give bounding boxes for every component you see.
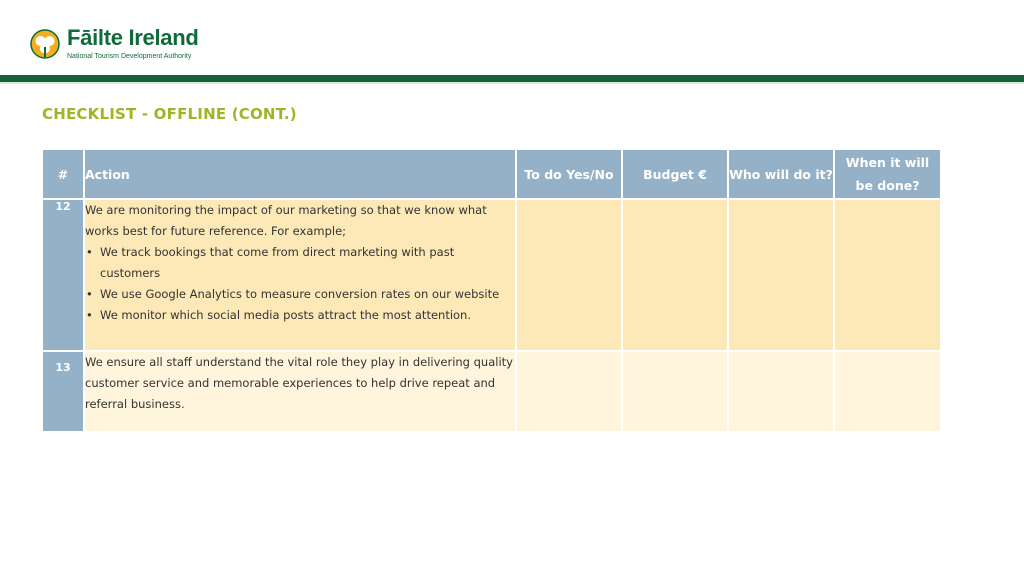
shamrock-icon bbox=[30, 29, 60, 59]
row-number: 13 bbox=[42, 351, 84, 432]
when-cell[interactable] bbox=[834, 199, 941, 351]
bullet-item: • We monitor which social media posts attract the most attention. bbox=[85, 305, 515, 326]
table-header-row bbox=[42, 149, 941, 199]
budget-cell[interactable] bbox=[622, 199, 728, 351]
logo-subtitle: National Tourism Development Authority bbox=[67, 53, 192, 60]
header-divider bbox=[0, 75, 1024, 82]
who-cell[interactable] bbox=[728, 199, 834, 351]
logo-title: Fāilte Ireland bbox=[67, 25, 199, 50]
action-bullets bbox=[85, 242, 515, 326]
header-who: Who will do it? bbox=[728, 149, 834, 199]
header-todo: To do Yes/No bbox=[516, 149, 622, 199]
row-number: 12 bbox=[42, 199, 84, 351]
header-action: Action bbox=[84, 149, 516, 199]
action-text: We are monitoring the impact of our marketing so that we know what works best for future reference. For example; bbox=[85, 203, 487, 238]
table-row bbox=[42, 199, 941, 351]
todo-cell[interactable] bbox=[516, 351, 622, 432]
action-text: We ensure all staff understand the vital role they play in delivering quality customer service and memorable experiences to help drive repeat and referral business. bbox=[85, 355, 513, 411]
header-divider-shadow bbox=[0, 82, 1024, 84]
header-budget: Budget € bbox=[622, 149, 728, 199]
bullet-item: • We use Google Analytics to measure conversion rates on our website bbox=[85, 284, 515, 305]
action-cell bbox=[84, 199, 516, 351]
checklist-table bbox=[41, 148, 942, 433]
page-title: CHECKLIST - OFFLINE (CONT.) bbox=[42, 105, 297, 123]
who-cell[interactable] bbox=[728, 351, 834, 432]
budget-cell[interactable] bbox=[622, 351, 728, 432]
header bbox=[0, 0, 1024, 76]
bullet-item: • We track bookings that come from direct marketing with past customers bbox=[85, 242, 515, 284]
todo-cell[interactable] bbox=[516, 199, 622, 351]
action-cell bbox=[84, 351, 516, 432]
header-when: When it will be done? bbox=[834, 149, 941, 199]
when-cell[interactable] bbox=[834, 351, 941, 432]
table-row bbox=[42, 351, 941, 432]
header-num: # bbox=[42, 149, 84, 199]
